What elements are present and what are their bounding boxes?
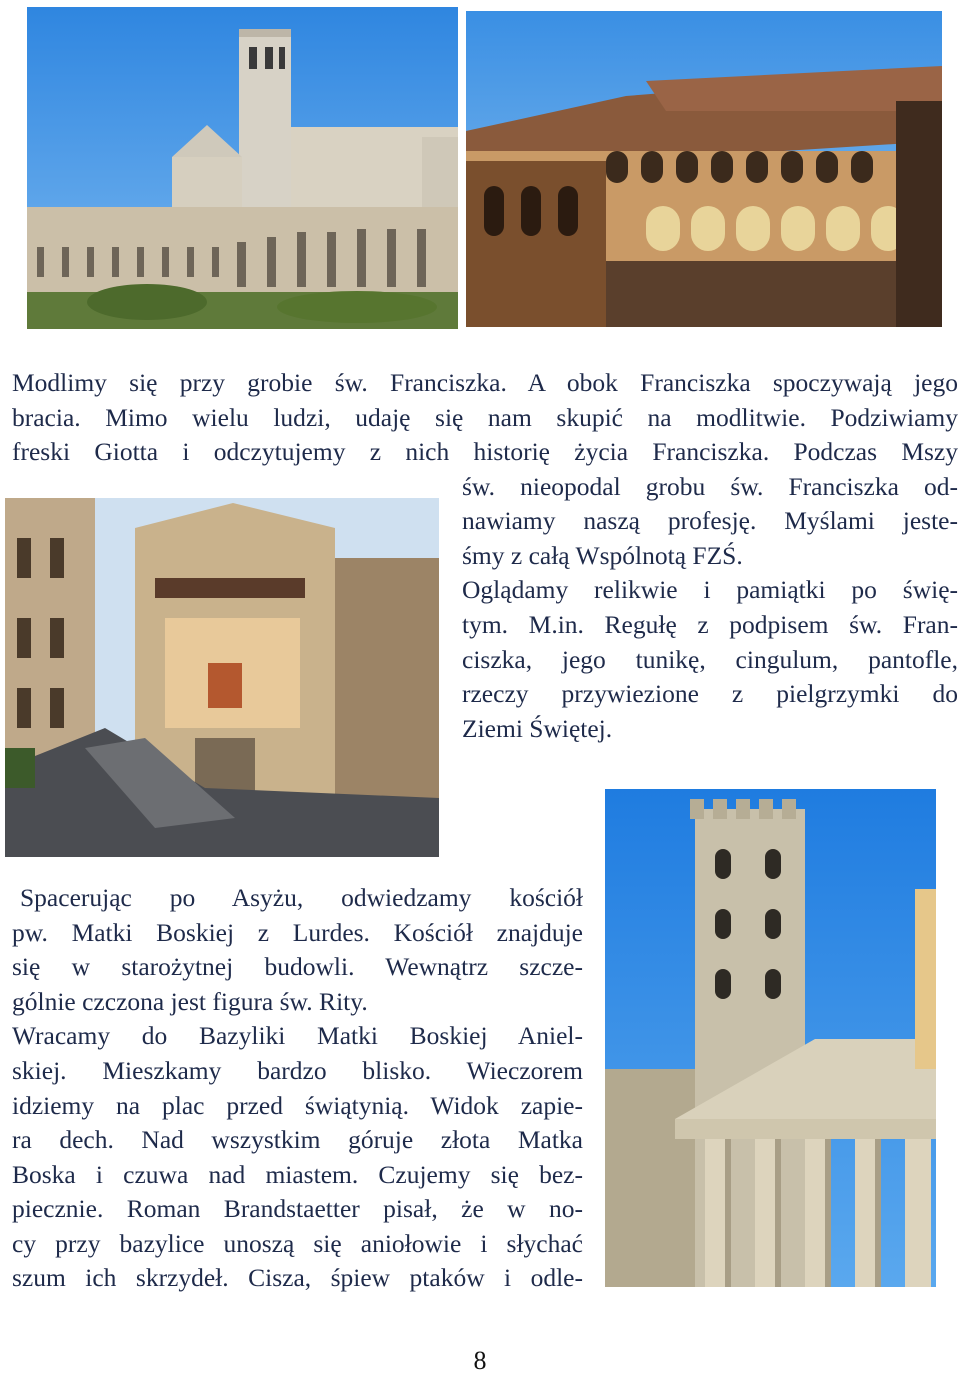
- text-line: skiej. Mieszkamy bardzo blisko. Wieczorem: [12, 1056, 583, 1085]
- text-line: cy przy bazylice unoszą się aniołowie i słychać: [12, 1229, 583, 1258]
- photo-cloister-courtyard: [466, 11, 942, 327]
- photo-assisi-street: [5, 498, 439, 857]
- text-line: freski Giotta i odczytujemy z nich historię życia Franciszka. Podczas Mszy: [12, 437, 958, 466]
- text-line: się w starożytnej budowli. Wewnątrz szcze-: [12, 952, 583, 981]
- text-line: piecznie. Roman Brandstaetter pisał, że w no-: [12, 1194, 583, 1223]
- photo-basilica-st-francis: [27, 7, 458, 329]
- photo-temple-of-minerva: [605, 789, 936, 1287]
- text-line: Wracamy do Bazyliki Matki Boskiej Aniel-: [12, 1021, 583, 1050]
- text-line: bracia. Mimo wielu ludzi, udaję się nam skupić na modlitwie. Podziwiamy: [12, 403, 958, 432]
- text-line: rzeczy przywiezione z pielgrzymki do: [462, 679, 958, 708]
- text-line: nawiamy naszą profesję. Myślami jeste-: [462, 506, 958, 535]
- text-line: tym. M.in. Regułę z podpisem św. Fran-: [462, 610, 958, 639]
- text-line: idziemy na plac przed świątynią. Widok zapie-: [12, 1091, 583, 1120]
- text-line: Oglądamy relikwie i pamiątki po świę-: [462, 575, 958, 604]
- text-line: św. nieopodal grobu św. Franciszka od-: [462, 472, 958, 501]
- text-line: gólnie czczona jest figura św. Rity.: [12, 987, 368, 1016]
- text-line: ra dech. Nad wszystkim góruje złota Matka: [12, 1125, 583, 1154]
- text-line: Modlimy się przy grobie św. Franciszka. A obok Franciszka spoczywają jego: [12, 368, 958, 397]
- page-number: 8: [473, 1346, 487, 1375]
- text-line: Spacerując po Asyżu, odwiedzamy kościół: [20, 883, 583, 912]
- text-line: śmy z całą Wspólnotą FZŚ.: [462, 541, 743, 570]
- text-line: Ziemi Świętej.: [462, 714, 613, 743]
- text-line: szum ich skrzydeł. Cisza, śpiew ptaków i odle-: [12, 1263, 583, 1292]
- text-line: pw. Matki Boskiej z Lurdes. Kościół znajduje: [12, 918, 583, 947]
- text-line: ciszka, jego tunikę, cingulum, pantofle,: [462, 645, 958, 674]
- text-line: Boska i czuwa nad miastem. Czujemy się bez-: [12, 1160, 583, 1189]
